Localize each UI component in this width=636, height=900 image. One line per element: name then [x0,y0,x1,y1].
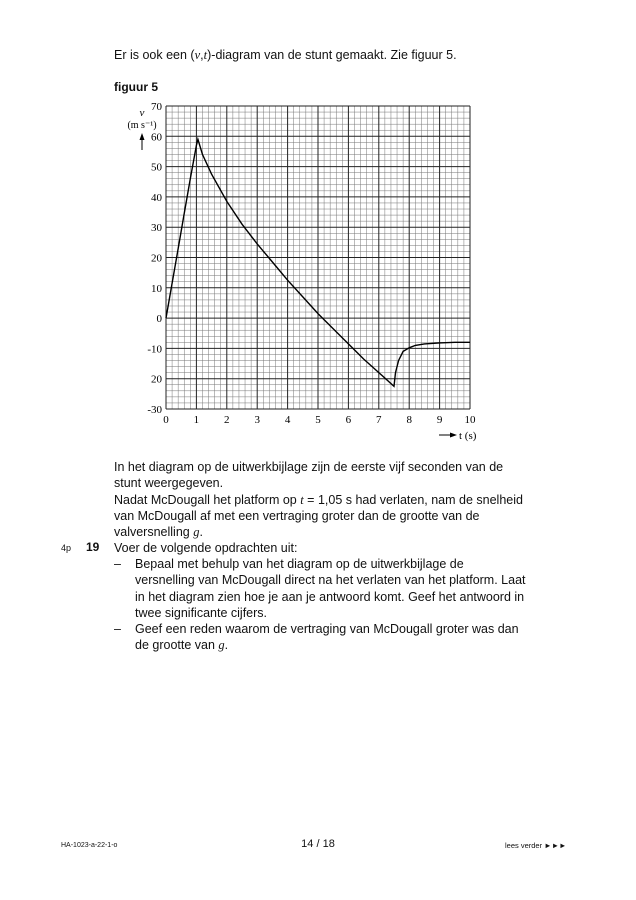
footer-page-number: 14 / 18 [301,838,335,850]
question-number: 19 [86,540,100,554]
question-points: 4p [61,543,72,553]
x-tick-label: 9 [436,414,443,426]
task-line: versnelling van McDougall direct na het verlaten van het platform. Laat [135,573,526,588]
y-axis-label: v [139,107,145,119]
y-tick-label: 30 [151,222,162,235]
y-tick-labels [147,101,162,416]
para-line: valversnelling g. [114,525,203,540]
x-axis-label: t (s) [459,430,477,442]
y-axis-unit: (m s⁻¹) [127,120,157,131]
y-tick-label: -30 [147,404,162,416]
y-axis-arrow [140,133,145,150]
y-tick-label: 10 [151,282,162,295]
footer-continue: lees verder ►►► [505,841,567,850]
y-tick-label: 50 [151,161,162,174]
x-tick-label: 0 [163,414,169,426]
task-line: Bepaal met behulp van het diagram op de uitwerkbijlage de [135,557,464,571]
y-tick-label: 20 [151,252,162,265]
x-tick-label: 6 [345,414,352,426]
footer-exam-code: HA-1023-a-22-1-o [61,842,118,849]
para-line: van McDougall af met een vertraging groter dan de grootte van de [114,508,480,523]
x-tick-label: 1 [193,414,200,426]
y-tick-label: 20 [151,373,162,386]
x-tick-label: 2 [224,414,230,426]
para-line: stunt weergegeven. [114,476,224,491]
para-line: In het diagram op de uitwerkbijlage zijn de eerste vijf seconden van de [114,460,504,474]
x-tick-labels [163,414,476,426]
task-line: Geef een reden waarom de vertraging van McDougall groter was dan [135,622,519,636]
body-paragraph [114,459,554,540]
y-tick-label: 70 [151,101,162,113]
x-tick-label: 5 [315,414,321,426]
para-line: Nadat McDougall het platform op t = 1,05 s had verlaten, nam de snelheid [114,492,523,507]
intro-text: Er is ook een (v,t)-diagram van de stunt gemaakt. Zie figuur 5. [114,48,457,62]
bullet-dash: – [114,557,121,571]
task-line: twee significante cijfers. [135,605,268,620]
y-tick-label: 60 [151,131,162,144]
major-grid [166,106,470,409]
vt-diagram [110,95,482,445]
x-tick-label: 4 [284,414,291,426]
x-tick-label: 3 [254,414,260,426]
y-tick-label: 40 [151,191,162,204]
question-intro: Voer de volgende opdrachten uit: [114,541,298,555]
figure-label: figuur 5 [114,80,158,94]
task-line: de grootte van g. [135,638,229,653]
y-tick-label: 0 [156,313,162,326]
bullet-dash: – [114,622,121,636]
x-tick-label: 8 [406,414,412,426]
y-tick-label: -10 [147,343,162,356]
x-axis-arrow [439,433,457,438]
x-tick-label: 10 [464,414,476,426]
task-line: in het diagram zien hoe je aan je antwoord komt. Geef het antwoord in [135,589,525,604]
x-tick-label: 7 [376,414,382,426]
